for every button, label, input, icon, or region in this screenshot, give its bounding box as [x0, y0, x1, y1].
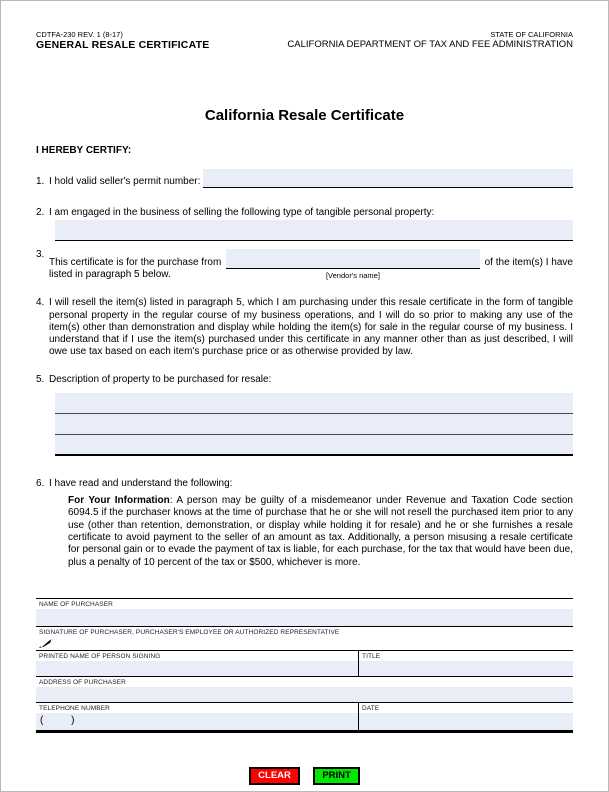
item-1-text: I hold valid seller's permit number: — [49, 175, 201, 187]
notice-label: For Your Information — [68, 494, 170, 506]
page-title: California Resale Certificate — [204, 107, 405, 124]
form-number: CDTFA-230 REV. 1 (8-17) — [36, 30, 123, 39]
item-1 — [36, 169, 573, 188]
form-name: GENERAL RESALE CERTIFICATE — [36, 39, 210, 51]
form-header — [36, 30, 573, 51]
date-field[interactable] — [359, 713, 573, 730]
printed-name-title-row — [36, 650, 573, 676]
item-4-text: I will resell the item(s) listed in paragraph 5, which I am purchasing under this resale certificate in the form of tangible personal property in the regular course of my business operations, and I will do so prior to making any use of the item(s) other than demonstration and display while holding the item(s) for sale in the regular course of my business. I understand that if I use the item(s) purchased under this certificate in any manner other than as just described, I will owe use tax based on each item's purchase price or as otherwise provided by law. — [49, 297, 573, 358]
item-5 — [36, 374, 573, 386]
item-4-number: 4. — [36, 297, 45, 309]
signature-label: SIGNATURE OF PURCHASER, PURCHASER'S EMPLOYEE OR AUTHORIZED REPRESENTATIVE — [36, 627, 573, 637]
title-label: TITLE — [359, 651, 573, 661]
vendor-name-field[interactable] — [226, 249, 479, 269]
address-field[interactable] — [36, 687, 573, 702]
item-6 — [36, 478, 573, 490]
signature-pen-icon — [39, 639, 52, 648]
item-3-text-after: of the item(s) I have — [484, 257, 573, 268]
signature-row — [36, 626, 573, 650]
for-your-information-notice — [68, 495, 573, 569]
property-description-field-2[interactable] — [55, 414, 573, 435]
vendor-name-caption: [Vendor's name] — [325, 271, 380, 281]
print-button[interactable]: PRINT — [313, 767, 360, 785]
state-label: STATE OF CALIFORNIA — [490, 30, 573, 39]
item-4 — [36, 297, 573, 358]
printed-name-field[interactable] — [36, 661, 358, 676]
name-of-purchaser-row — [36, 598, 573, 626]
signature-field[interactable] — [36, 637, 573, 650]
clear-button[interactable]: CLEAR — [249, 767, 300, 785]
property-type-field[interactable] — [55, 220, 573, 241]
item-3 — [36, 249, 573, 282]
item-6-text: I have read and understand the following: — [49, 477, 233, 489]
item-6-number: 6. — [36, 477, 45, 489]
address-label: ADDRESS OF PURCHASER — [36, 677, 573, 687]
department-label: CALIFORNIA DEPARTMENT OF TAX AND FEE ADMINISTRATION — [287, 39, 573, 50]
item-5-number: 5. — [36, 374, 45, 386]
notice-text: : A person may be guilty of a misdemeanor under Revenue and Taxation Code section 6094.5 if the purchaser knows at the time of purchase that he or she will not resell the purchased item prior to any use (other than retention, demonstration, or display while holding it for resale) and he or she furnishes a resale certificate to avoid payment to the seller of an amount as tax. Additionally, a person misusing a resale certificate for personal gain or to evade the payment of tax is liable, for each purchase, for the tax that would have been due, plus a penalty of 10 percent of the tax or $500, whichever is more. — [68, 494, 573, 568]
signature-table — [36, 598, 573, 733]
seller-permit-number-field[interactable] — [203, 169, 573, 188]
item-3-number: 3. — [36, 249, 45, 261]
item-1-number: 1. — [36, 175, 45, 187]
telephone-field[interactable]: ( ) — [36, 713, 358, 730]
name-of-purchaser-field[interactable] — [36, 609, 573, 626]
item-2-number: 2. — [36, 207, 45, 218]
certify-heading: I HEREBY CERTIFY: — [36, 145, 132, 156]
item-3-text-line2: listed in paragraph 5 below. — [49, 269, 171, 281]
telephone-label: TELEPHONE NUMBER — [36, 703, 358, 713]
printed-name-label: PRINTED NAME OF PERSON SIGNING — [36, 651, 358, 661]
address-row — [36, 676, 573, 702]
title-field[interactable] — [359, 661, 573, 676]
form-actions — [36, 765, 573, 785]
item-3-text-before: This certificate is for the purchase from — [49, 257, 222, 268]
item-5-text: Description of property to be purchased for resale: — [49, 374, 272, 386]
item-2 — [36, 207, 573, 219]
item-2-text: I am engaged in the business of selling the following type of tangible personal property: — [49, 207, 435, 218]
telephone-date-row — [36, 702, 573, 730]
property-description-field-3[interactable] — [55, 435, 573, 456]
name-of-purchaser-label: NAME OF PURCHASER — [36, 599, 573, 609]
date-label: DATE — [359, 703, 573, 713]
property-description-fields — [55, 393, 573, 456]
property-description-field-1[interactable] — [55, 393, 573, 414]
